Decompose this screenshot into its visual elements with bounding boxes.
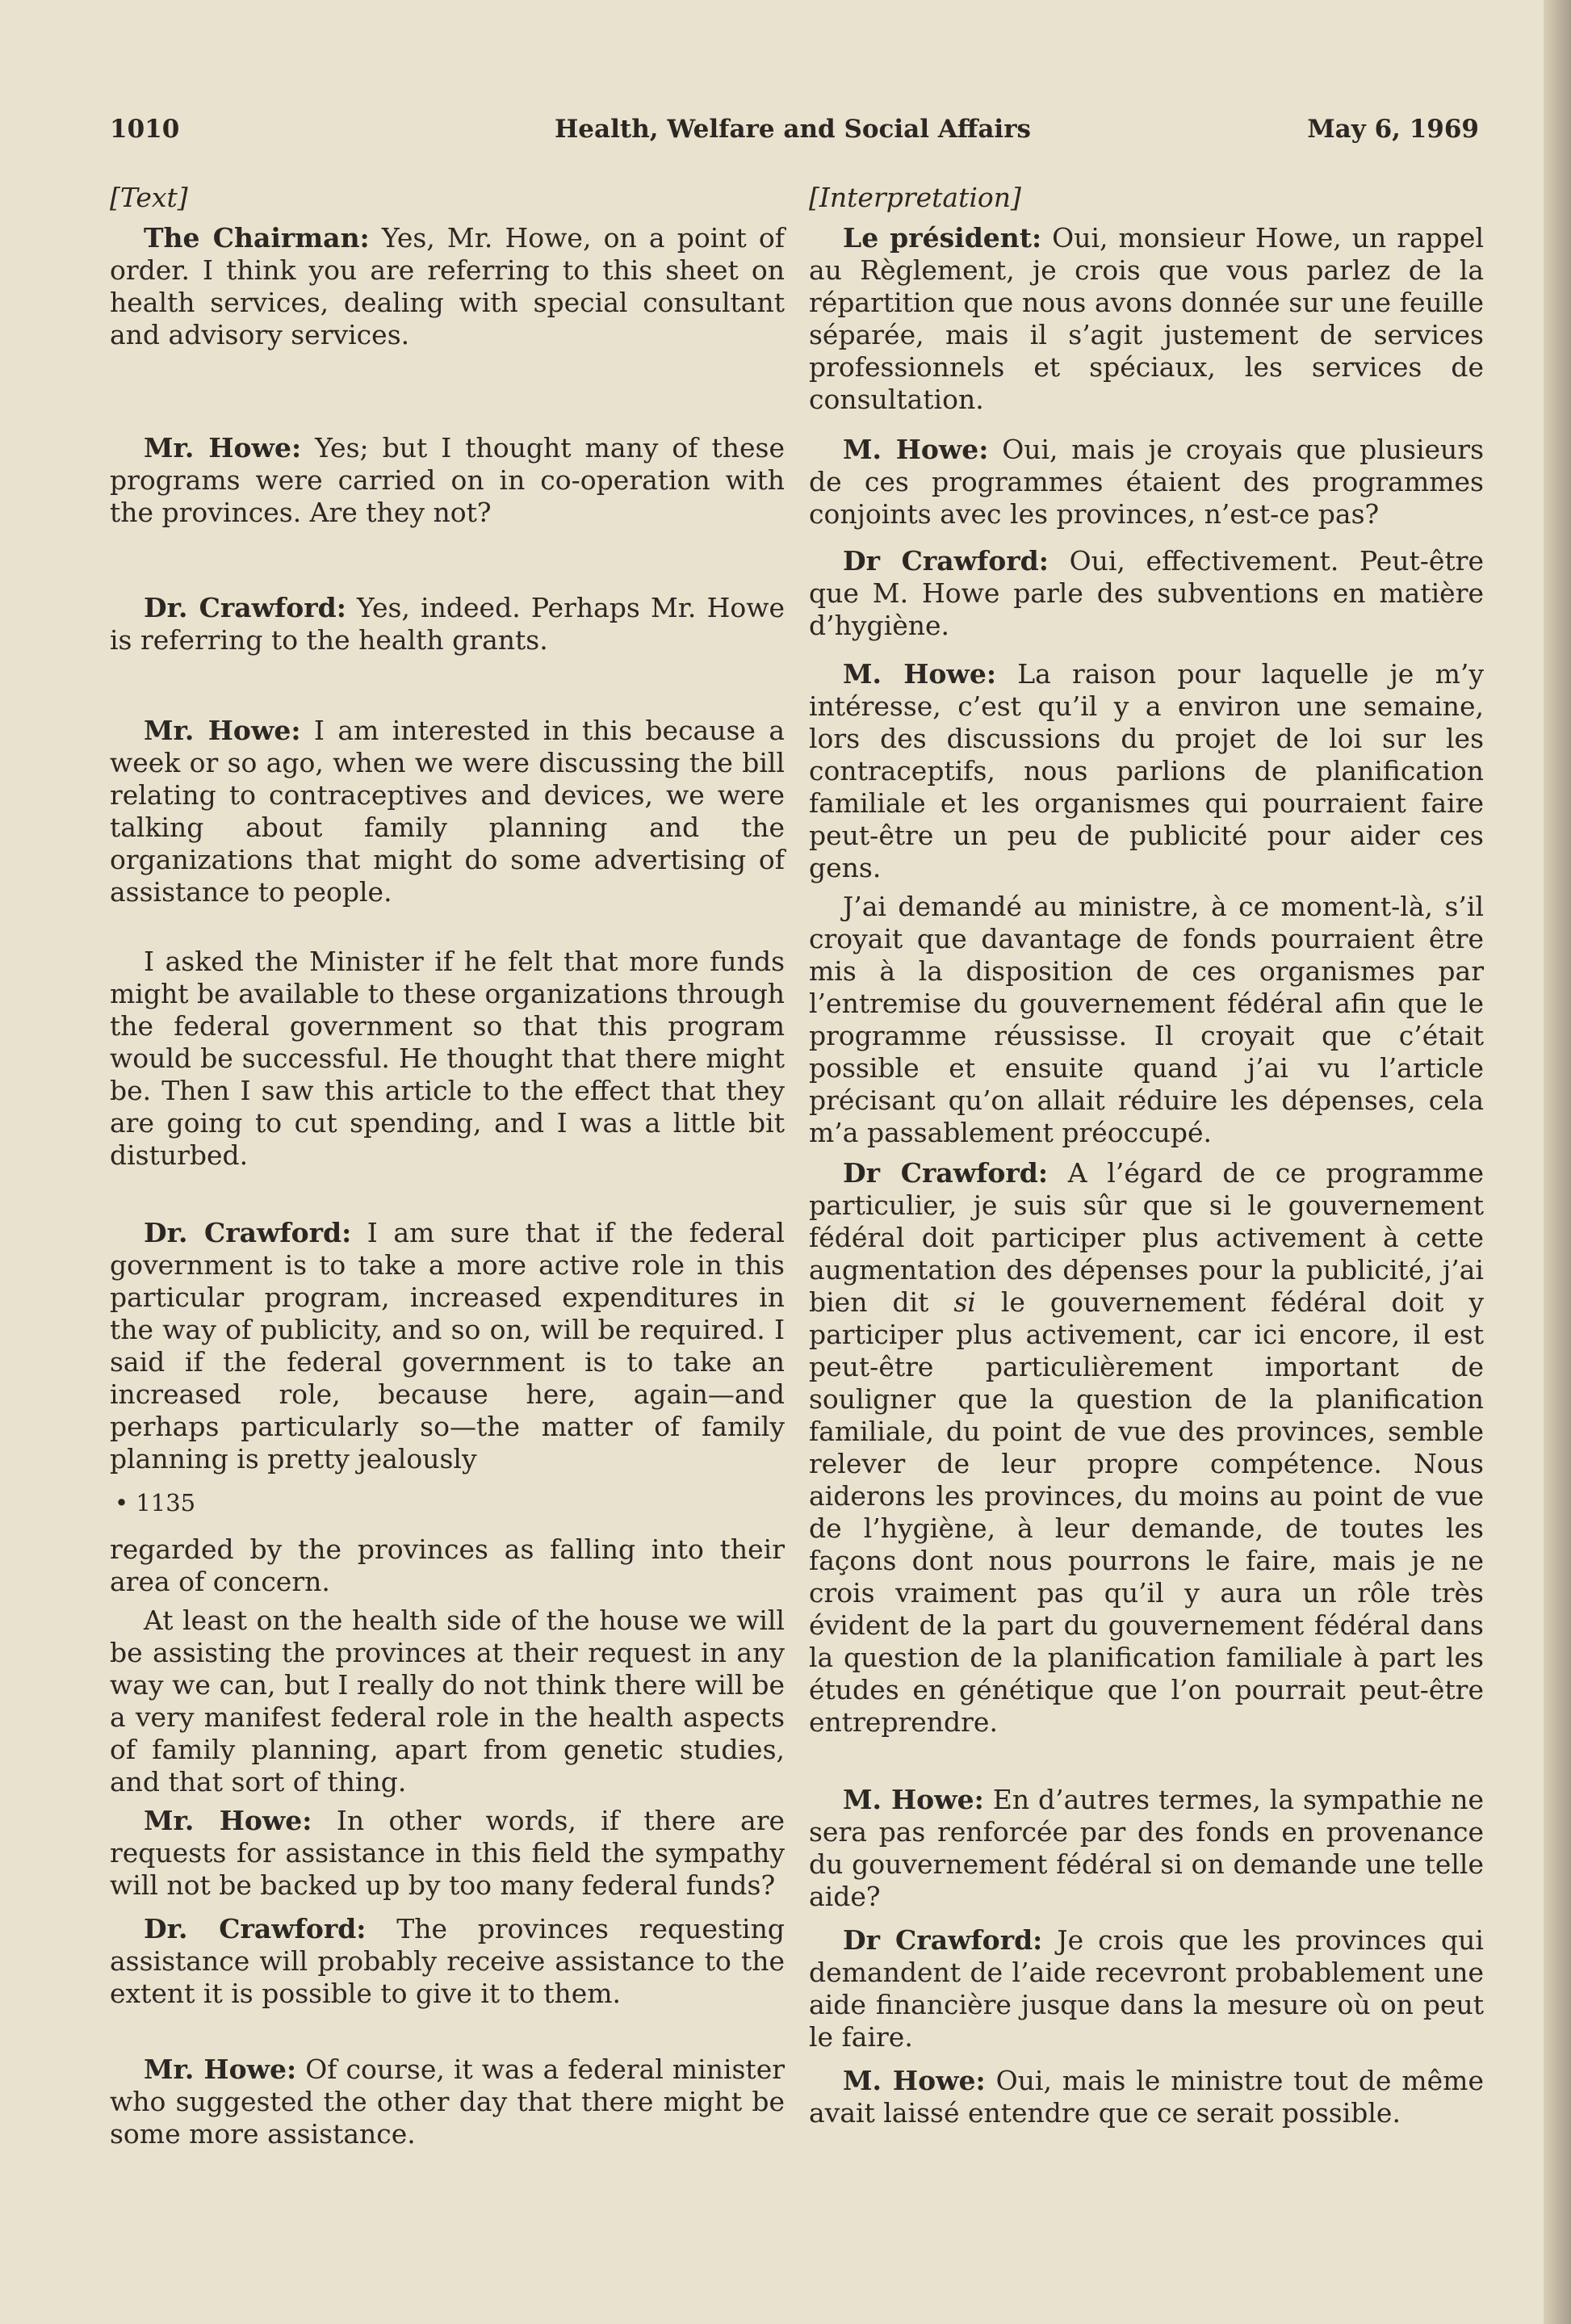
speaker-name: Dr Crawford: [843, 1924, 1043, 1956]
speech-text: In other words, if there are requests for assistance in this field the sympathy will not be backed up by too many federal funds? [110, 1805, 785, 1901]
paragraph [809, 658, 1484, 884]
speech-text: La raison pour laquelle je m’y intéresse, c’est qu’il y a environ une semaine, lors des discussions du projet de loi sur les contraceptifs, nous parlions de planification familiale et les organismes qui pourraient faire peut-être un peu de publicité pour aider ces gens. [809, 658, 1484, 883]
speaker-name: Mr. Howe: [144, 715, 301, 746]
text-label: [Text] [110, 182, 188, 213]
paragraph [110, 1805, 785, 1902]
paragraph: regarded by the provinces as falling into their area of concern. [110, 1533, 785, 1597]
page-number: 1010 [110, 115, 180, 144]
paragraph [110, 2053, 785, 2150]
speaker-name: Dr. Crawford: [144, 592, 346, 623]
paragraph [110, 1217, 785, 1475]
paragraph [110, 222, 785, 351]
paragraph [809, 545, 1484, 642]
speaker-name: Dr. Crawford: [144, 1913, 367, 1944]
paragraph [809, 1924, 1484, 2053]
speech-text: Oui, monsieur Howe, un rappel au Règlement, je crois que vous parlez de la répartition que nous avons donnée sur une feuille séparée, mais il s’agit justement de services professionnels et spéciaux, les services de consultation. [809, 222, 1484, 415]
speech-text: Oui, effectivement. Peut-être que M. Howe parle des subventions en matière d’hygiène. [809, 545, 1484, 641]
speech-text: I am sure that if the federal government is to take a more active role in this particular program, increased expenditures in the way of publicity, and so on, will be required. I said if the federal government is to take an increased role, because here, again—and perhaps particularly so—the matter of family planning is pretty jealously [110, 1217, 785, 1475]
speech-text: Yes, indeed. Perhaps Mr. Howe is referring to the health grants. [110, 592, 785, 656]
paragraph [809, 2065, 1484, 2129]
speech-text: Yes; but I thought many of these programs were carried on in co-operation with the provinces. Are they not? [110, 432, 785, 528]
paragraph: I asked the Minister if he felt that more funds might be available to these organizations through the federal government so that this program would be successful. He thought that there might be. Then I saw this article to the effect that they are going to cut spending, and I was a little bit disturbed. [110, 946, 785, 1171]
header-date: May 6, 1969 [1307, 115, 1479, 144]
speaker-name: Le président: [843, 222, 1042, 254]
speech-text: I am interested in this because a week or so ago, when we were discussing the bill relating to contraceptives and devices, we were talking about family planning and the organizations that might do some advertising of assistance to people. [110, 715, 786, 908]
speech-text: Of course, it was a federal minister who suggested the other day that there might be some more assistance. [110, 2053, 786, 2150]
paragraph [110, 432, 785, 529]
english-column [110, 182, 785, 2150]
time-marker: • 1135 [115, 1489, 196, 1516]
speech-text: Yes, Mr. Howe, on a point of order. I think you are referring to this sheet on health services, dealing with special consultant and advisory services. [110, 222, 786, 350]
speech-text: le gouvernement fédéral doit y participer plus activement, car ici encore, il est peut-être particulièrement important de souligner que la question de la planification familiale, du point de vue des provinces, semble relever de leur propre compétence. Nous aiderons les provinces, du moins au point de vue de l’hygiène, à leur demande, de toutes les façons dont nous pourrons le faire, mais je ne crois vraiment pas qu’il y aura un rôle très évident de la part du gouvernement fédéral dans la question de la planification familiale à part les études en génétique que l’on pourrait peut-être entreprendre. [809, 1286, 1484, 1738]
speech-text: Oui, mais le ministre tout de même avait laissé entendre que ce serait possible. [809, 2065, 1485, 2129]
speech-text: Oui, mais je croyais que plusieurs de ces programmes étaient des programmes conjoints avec les provinces, n’est-ce pas? [809, 434, 1485, 530]
speaker-name: M. Howe: [843, 1784, 984, 1815]
speaker-name: M. Howe: [843, 2065, 986, 2096]
running-header [107, 110, 1479, 150]
speech-text: Je crois que les provinces qui demandent de l’aide recevront probablement une aide financière jusque dans la mesure où on peut le faire. [809, 1924, 1484, 2053]
emphasis-text: si [953, 1286, 976, 1318]
speaker-name: M. Howe: [843, 434, 989, 465]
paragraph: At least on the health side of the house we will be assisting the provinces at their request in any way we can, but I really do not think there will be a very manifest federal role in the health aspects of family planning, apart from genetic studies, and that sort of thing. [110, 1605, 785, 1798]
speaker-name: Mr. Howe: [144, 1805, 312, 1836]
page-edge-shadow [1544, 0, 1571, 2324]
speech-text: En d’autres termes, la sympathie ne sera pas renforcée par des fonds en provenance du gouvernement fédéral si on demande une telle aide? [809, 1784, 1485, 1912]
paragraph: J’ai demandé au ministre, à ce moment-là, s’il croyait que davantage de fonds pourraient être mis à la disposition de ces organismes par l’entremise du gouvernement fédéral afin que le programme réussisse. Il croyait que c’était possible et ensuite quand j’ai vu l’article précisant qu’on allait réduire les dépenses, cela m’a passablement préoccupé. [809, 891, 1484, 1148]
speaker-name: Dr Crawford: [843, 1157, 1049, 1189]
speaker-name: The Chairman: [144, 222, 370, 254]
speech-text: A l’égard de ce programme particulier, je suis sûr que si le gouvernement fédéral doit participer plus activement à cette augmentation des dépenses pour la publicité, j’ai bien dit [809, 1157, 1484, 1318]
paragraph [110, 715, 785, 908]
interpretation-label: [Interpretation] [809, 182, 1021, 213]
speech-text: The provinces requesting assistance will probably receive assistance to the extent it is possible to give it to them. [110, 1913, 785, 2009]
paragraph [809, 222, 1484, 416]
speaker-name: M. Howe: [843, 658, 997, 690]
speaker-name: Mr. Howe: [144, 2053, 297, 2085]
header-title: Health, Welfare and Social Affairs [555, 115, 1031, 144]
speaker-name: Mr. Howe: [144, 432, 302, 464]
paragraph [809, 1784, 1484, 1913]
speaker-name: Dr Crawford: [843, 545, 1049, 577]
speaker-name: Dr. Crawford: [144, 1217, 352, 1248]
paragraph [110, 592, 785, 657]
french-column [809, 182, 1484, 2129]
paragraph [809, 434, 1484, 531]
paragraph [110, 1913, 785, 2010]
paragraph [809, 1157, 1484, 1739]
